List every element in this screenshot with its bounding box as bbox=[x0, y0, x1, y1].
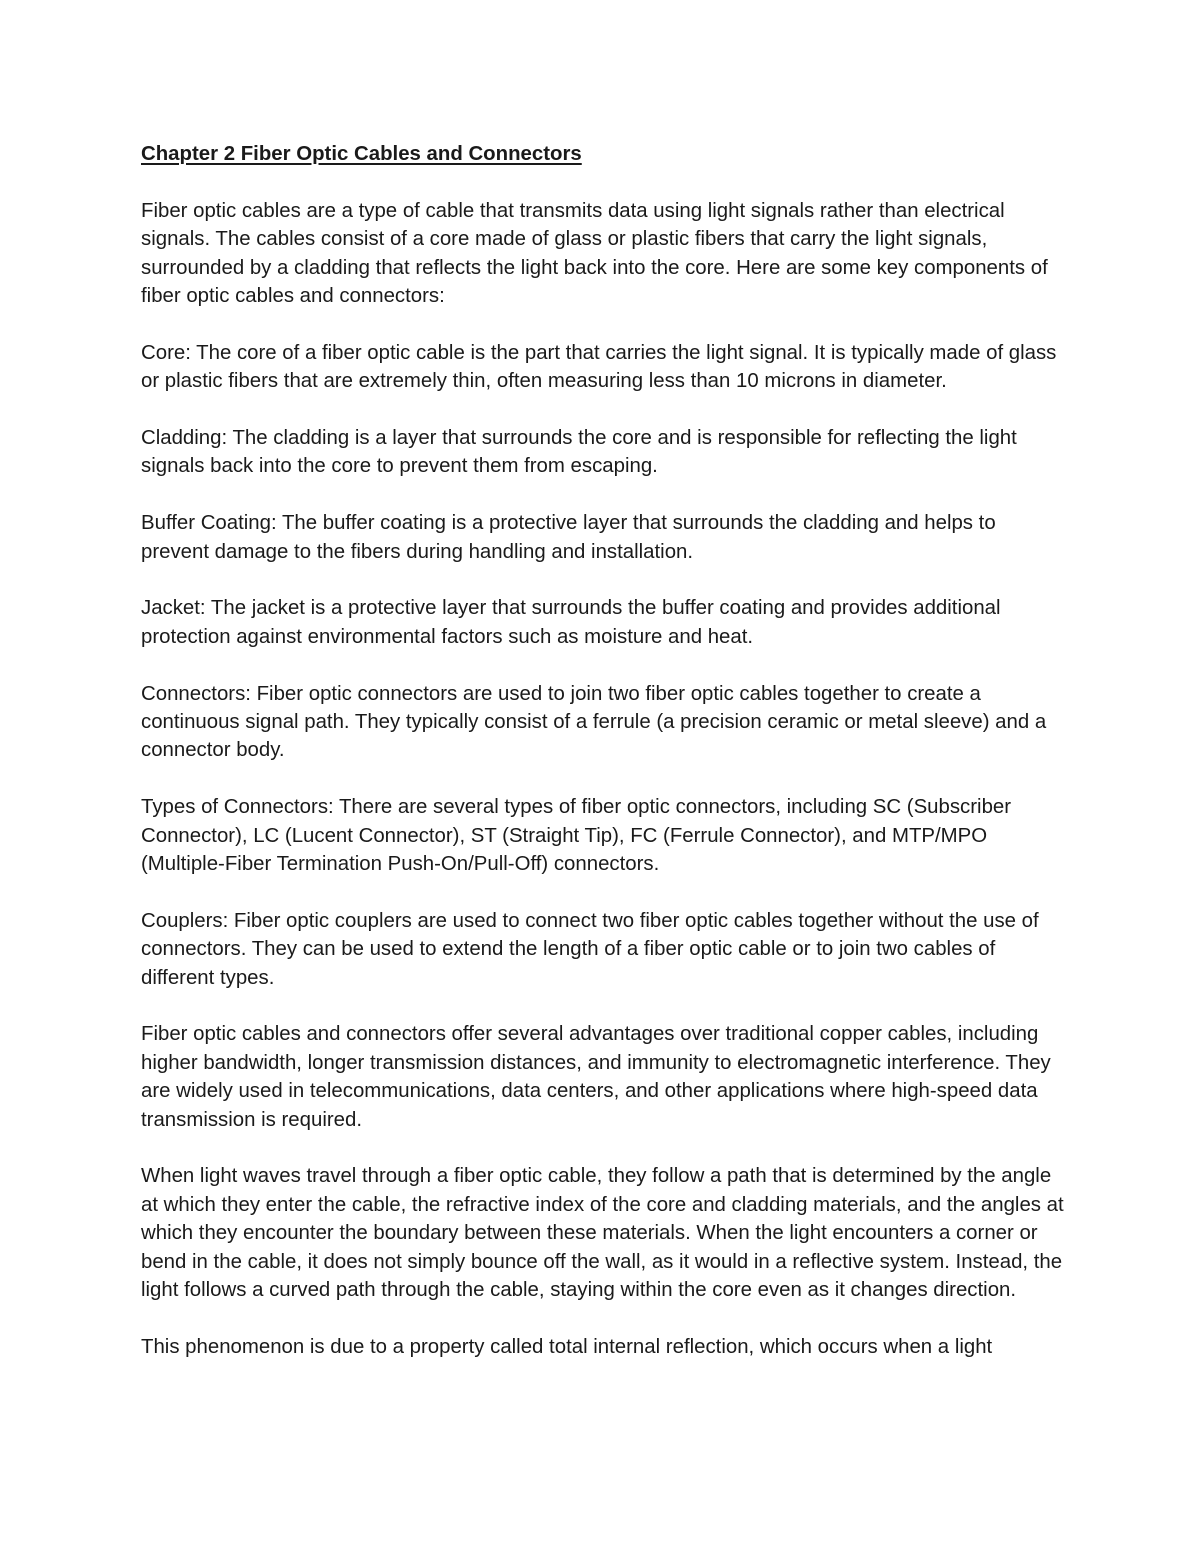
jacket-paragraph: Jacket: The jacket is a protective layer that surrounds the buffer coating and provides additional protection against environmental factors such as moisture and heat. bbox=[141, 597, 1001, 648]
advantages-paragraph: Fiber optic cables and connectors offer several advantages over traditional copper cables, including higher bandwidth, longer transmission distances, and immunity to electromagnetic interference. They are widely used in telecommunications, data centers, and other applications where high-speed data transmission is required. bbox=[141, 1023, 1051, 1131]
couplers-paragraph: Couplers: Fiber optic couplers are used to connect two fiber optic cables together without the use of connectors. They can be used to extend the length of a fiber optic cable or to join two cables of different types. bbox=[141, 909, 1039, 989]
total-internal-reflection-paragraph: This phenomenon is due to a property called total internal reflection, which occurs when a light bbox=[141, 1335, 993, 1358]
intro-paragraph: Fiber optic cables are a type of cable that transmits data using light signals rather than electrical signals. The cables consist of a core made of glass or plastic fibers that carry the light signals, surrounded by a cladding that reflects the light back into the core. Here are some key components of fiber optic cables and connectors: bbox=[141, 199, 1048, 308]
buffer-coating-paragraph: Buffer Coating: The buffer coating is a protective layer that surrounds the cladding and helps to prevent damage to the fibers during handling and installation. bbox=[141, 512, 996, 563]
chapter-title: Chapter 2 Fiber Optic Cables and Connectors bbox=[141, 143, 582, 165]
core-paragraph: Core: The core of a fiber optic cable is the part that carries the light signal. It is typically made of glass or plastic fibers that are extremely thin, often measuring less than 10 microns in diameter. bbox=[141, 341, 1057, 393]
connectors-paragraph: Connectors: Fiber optic connectors are used to join two fiber optic cables together to create a continuous signal path. They typically consist of a ferrule (a precision ceramic or metal sleeve) and a connector body. bbox=[141, 682, 1047, 762]
cladding-paragraph: Cladding: The cladding is a layer that surrounds the core and is responsible for reflecting the light signals back into the core to prevent them from escaping. bbox=[141, 427, 1017, 478]
document-body bbox=[141, 140, 1066, 1361]
connector-types-paragraph: Types of Connectors: There are several types of fiber optic connectors, including SC (Subscriber Connector), LC (Lucent Connector), ST (Straight Tip), FC (Ferrule Connector), and MTP/MPO (Multiple-Fiber Termination Push-On/Pull-Off) connectors. bbox=[141, 796, 1012, 876]
light-path-paragraph: When light waves travel through a fiber optic cable, they follow a path that is determined by the angle at which they enter the cable, the refractive index of the core and cladding materials, and the angles at which they encounter the boundary between these materials. When the light encounters a corner or bend in the cable, it does not simply bounce off the wall, as it would in a reflective system. Instead, the light follows a curved path through the cable, staying within the core even as it changes direction. bbox=[141, 1165, 1064, 1302]
